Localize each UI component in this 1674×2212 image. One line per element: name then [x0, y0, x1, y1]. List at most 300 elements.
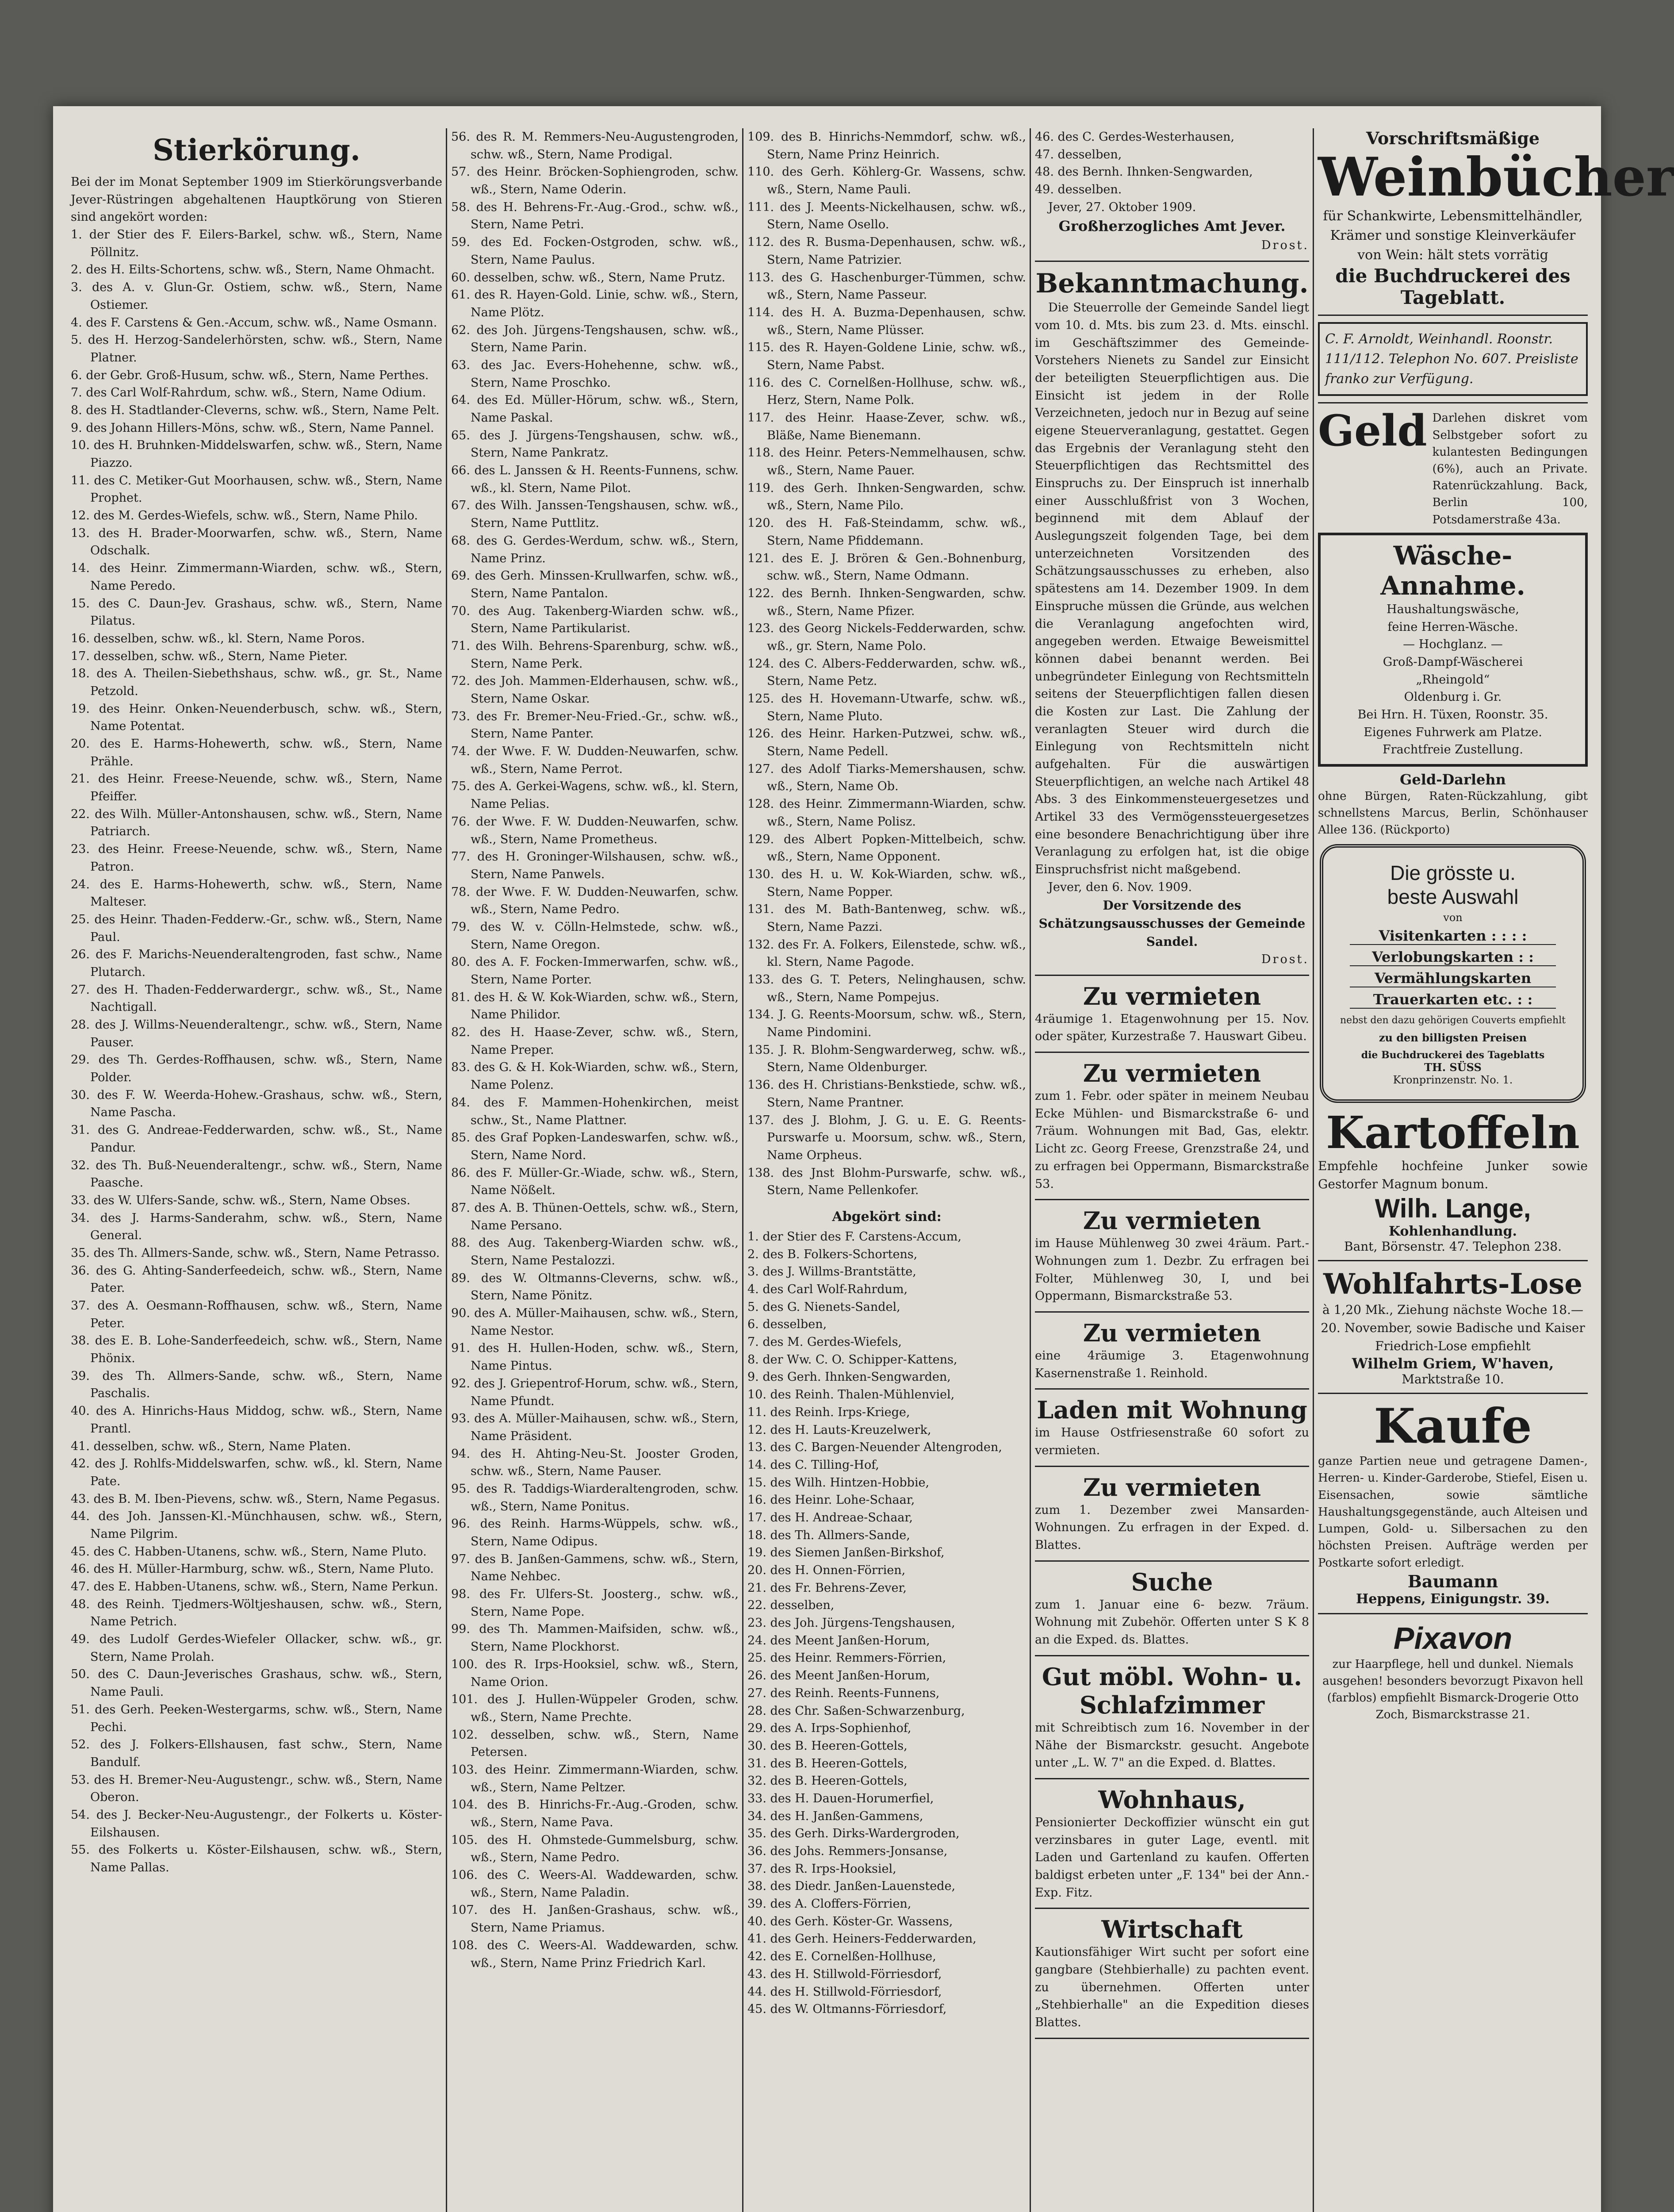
list-entry: 39. des Th. Allmers-Sande, schw. wß., Stern, Name Paschalis. [71, 1369, 442, 1401]
ad-headline: Laden mit Wohnung [1037, 1396, 1307, 1425]
divider [1035, 2038, 1309, 2039]
list-entry: 42. des E. Cornelßen-Hollhuse, [747, 1950, 936, 1964]
ad-line: Bei Hrn. H. Tüxen, Roonstr. 35. [1357, 707, 1548, 722]
list-entry: 13. des C. Bargen-Neuender Altengroden, [747, 1440, 1002, 1455]
list-entry: 107. des H. Janßen-Grashaus, schw. wß., Stern, Name Priamus. [451, 1903, 739, 1935]
divider [1035, 1560, 1309, 1562]
list-entry: 116. des C. Cornelßen-Hollhuse, schw. wß., Herz, Stern, Name Polk. [747, 376, 1026, 407]
classified-ad [1035, 1473, 1309, 1562]
list-entry: 46. des C. Gerdes-Westerhausen, [1035, 130, 1235, 144]
subsection-title: Abgekört sind: [832, 1209, 942, 1225]
list-entry: 17. des H. Andreae-Schaar, [747, 1510, 913, 1525]
list-entry: 126. des Heinr. Harken-Putzwei, schw. wß., Stern, Name Pedell. [747, 727, 1026, 759]
list-entry: 40. des Gerh. Köster-Gr. Wassens, [747, 1914, 953, 1928]
list-entry: 123. des Georg Nickels-Fedderwarden, schw. wß., gr. Stern, Name Polo. [747, 622, 1026, 653]
list-entry: 113. des G. Haschenburger-Tümmen, schw. wß., Stern, Name Passeur. [747, 270, 1026, 302]
column-rule [1313, 128, 1314, 2212]
list-entry: 132. des Fr. A. Folkers, Eilenstede, schw. wß., kl. Stern, Name Pagode. [747, 937, 1026, 969]
list-entry: 73. des Fr. Bremer-Neu-Fried.-Gr., schw. wß., Stern, Name Panter. [451, 709, 739, 741]
list-entry: 98. des Fr. Ulfers-St. Joosterg., schw. wß., Stern, Name Pope. [451, 1587, 739, 1619]
ad-headline: Pixavon [1393, 1621, 1513, 1655]
list-entry: 37. des R. Irps-Hooksiel, [747, 1862, 896, 1876]
ad-text: im Hause Mühlenweg 30 zwei 4räum. Part.-Wohnungen zum 1. Dezbr. Zu erfragen bei Folter, Mühlenweg 30, I, und bei Oppermann, Bismarckstraße 53. [1035, 1237, 1309, 1303]
ad-text: zu den billigsten Preisen [1379, 1031, 1527, 1044]
list-entry: 28. des J. Willms-Neuenderaltengr., schw. wß., Stern, Name Pauser. [71, 1018, 442, 1049]
list-entry: 69. des Gerh. Minssen-Krullwarfen, schw. wß., Stern, Name Pantalon. [451, 569, 739, 600]
list-entry: 135. J. R. Blohm-Sengwarderweg, schw. wß., Stern, Name Oldenburger. [747, 1043, 1026, 1075]
list-entry: 1. der Stier des F. Carstens-Accum, [747, 1229, 961, 1244]
ad-line: — Hochglanz. — [1403, 637, 1503, 652]
column-rule [742, 128, 743, 2212]
classified-ads [1035, 982, 1309, 2039]
ad-text: Pensionierter Deckoffizier wünscht ein gut verzinsbares in guter Lage, eventl. mit Laden und Gartenland zu kaufen. Offerten baldigst erbeten unter „F. 134" bei der Ann.-Exp. Fitz. [1035, 1815, 1309, 1900]
list-entry: 120. des H. Faß-Steindamm, schw. wß., Stern, Name Pfiddemann. [747, 516, 1026, 548]
ad-title: Die grösste u. [1390, 861, 1516, 884]
ad-text: à 1,20 Mk., Ziehung nächste Woche 18.—20. November, sowie Badische und Kaiser Friedrich-Lose empfiehlt [1321, 1302, 1585, 1354]
list-entry: 18. des Th. Allmers-Sande, [747, 1528, 910, 1542]
notice-text: Die Steuerrolle der Gemeinde Sandel liegt vom 10. d. Mts. bis zum 23. d. Mts. einschl. im Geschäftszimmer des Gemeinde-Vorstehers Nienets zu Sandel zur Einsicht der beteiligten Steuerpflichtigen aus. Die Einsicht ist jedem in der Rolle Verzeichneten, jedoch nur in Bezug auf seine eigene Steuerveranlagung, gestattet. Gegen das Ergebnis der Veranlagung steht den Steuerpflichtigen das Rechtsmittel des Einspruchs zu. Der Einspruch ist innerhalb einer Ausschlußfrist von 3 Wochen, beginnend mit dem Ablauf der Auslegungszeit folgenden Tage, bei dem unterzeichneten Vorsitzenden des Schätzungsausschusses zu erheben, also spätestens am 14. Dezember 1909. In dem Einspruche müssen die Gründe, aus welchen die Veranlagung angefochten wird, angegeben werden. Etwaige Beweismittel können dabei benannt werden. Bei unbegründeter Einlegung von Rechtsmitteln seitens der Steuerpflichtigen fallen diesen die Kosten zur Last. Die Zahlung der veranlagten Steuer wird durch die Einlegung von Rechtsmitteln nicht aufgehalten. Für die auswärtigen Steuerpflichtigen, an welche nach Artikel 48 Abs. 3 des Einkommensteuergesetzes und Artikel 33 des Vermögenssteuergesetzes eine besondere Benachrichtigung über ihre Veranlagung zu erfolgen hat, ist die obige Einspruchsfrist nicht maßgebend. [1035, 301, 1309, 877]
list-entry: 94. des H. Ahting-Neu-St. Jooster Groden, schw. wß., Stern, Name Pauser. [451, 1447, 739, 1479]
list-entry: 13. des H. Brader-Moorwarfen, schw. wß., Stern, Name Odschalk. [71, 526, 442, 558]
classified-ad [1035, 1206, 1309, 1313]
list-entry: 60. desselben, schw. wß., Stern, Name Prutz. [451, 270, 726, 284]
ad-footer: die Buchdruckerei des Tageblatt. [1335, 265, 1571, 309]
ad-text: ganze Partien neue und getragene Damen-, Herren- u. Kinder-Garderobe, Stiefel, Eisen u. Eisensachen, sowie sämtliche Haushaltungsgegenstände, auch Alteisen und Lumpen, Gold- u. Silbersachen zu den höchsten Preisen. Aufträge werden per Postkarte sofort erledigt. [1318, 1455, 1588, 1570]
list-entry: 110. des Gerh. Köhlerg-Gr. Wassens, schw. wß., Stern, Name Pauli. [747, 165, 1026, 197]
list-entry: 10. des Reinh. Thalen-Mühlenviel, [747, 1388, 955, 1402]
list-entry: 32. des B. Heeren-Gottels, [747, 1774, 908, 1788]
list-entry: 32. des Th. Buß-Neuenderaltengr., schw. wß., Stern, Name Paasche. [71, 1158, 442, 1190]
list-entry: 44. des H. Stillwold-Förriesdorf, [747, 1985, 942, 1999]
ad-text: Kohlenhandlung. [1388, 1223, 1517, 1239]
classified-ad [1035, 1568, 1309, 1656]
ad-line: Eigenes Fuhrwerk am Platze. [1364, 725, 1542, 739]
ad-headline: Wohlfahrts-Lose [1323, 1267, 1583, 1301]
list-entry: 24. des Meent Janßen-Horum, [747, 1633, 930, 1647]
list-entry: 40. des A. Hinrichs-Haus Middog, schw. wß., Stern, Name Prantl. [71, 1404, 442, 1436]
divider [1035, 975, 1309, 976]
list-entry: 68. des G. Gerdes-Werdum, schw. wß., Stern, Name Prinz. [451, 534, 739, 565]
list-entry: 25. des Heinr. Remmers-Förrien, [747, 1651, 946, 1665]
list-entry: 3. des J. Willms-Brantstätte, [747, 1265, 916, 1279]
signature: Drost. [1261, 952, 1309, 966]
ad-headline: Geld-Darlehn [1400, 771, 1506, 788]
list-entry: 115. des R. Hayen-Goldene Linie, schw. wß., Stern, Name Pabst. [747, 341, 1026, 372]
list-entry: 19. des Heinr. Onken-Neuenderbusch, schw. wß., Stern, Name Potentat. [71, 702, 442, 733]
ad-name: Baumann [1407, 1571, 1498, 1591]
divider [1035, 1311, 1309, 1313]
ad-text: Marktstraße 10. [1402, 1372, 1504, 1387]
list-entry: 111. des J. Meents-Nickelhausen, schw. wß., Stern, Name Osello. [747, 200, 1026, 232]
stationery-item: Visitenkarten : : : : [1350, 927, 1556, 945]
column-1 [71, 128, 442, 2212]
list-entry: 30. des F. W. Weerda-Hohew.-Grashaus, schw. wß., Stern, Name Pascha. [71, 1088, 442, 1120]
classified-ad [1035, 1319, 1309, 1390]
list-entry: 99. des Th. Mammen-Maifsiden, schw. wß., Stern, Name Plockhorst. [451, 1622, 739, 1654]
stationery-item: Verlobungskarten : : [1350, 949, 1556, 966]
list-entry: 125. des H. Hovemann-Utwarfe, schw. wß., Stern, Name Pluto. [747, 692, 1026, 723]
list-entry: 20. des E. Harms-Hohewerth, schw. wß., Stern, Name Prähle. [71, 737, 442, 768]
list-entry: 27. des Reinh. Reents-Funnens, [747, 1686, 940, 1700]
ad-headline: Geld [1318, 406, 1427, 456]
list-entry: 27. des H. Thaden-Fedderwardergr., schw. wß., St., Name Nachtigall. [71, 983, 442, 1014]
ad-headline: Kartoffeln [1326, 1106, 1580, 1159]
classified-ad [1035, 1663, 1309, 1779]
list-entry: 42. des J. Rohlfs-Middelswarfen, schw. wß., kl. Stern, Name Pate. [71, 1457, 442, 1488]
list-entry: 35. des Gerh. Dirks-Wardergroden, [747, 1827, 960, 1841]
list-entry: 7. des Carl Wolf-Rahrdum, schw. wß., Stern, Name Odium. [71, 386, 426, 400]
list-entry: 75. des A. Gerkei-Wagens, schw. wß., kl. Stern, Name Pelias. [451, 780, 739, 811]
list-entry: 30. des B. Heeren-Gottels, [747, 1739, 908, 1753]
list-entry: 49. desselben. [1035, 183, 1122, 197]
column-4 [1035, 128, 1309, 2212]
list-entry: 71. des Wilh. Behrens-Sparenburg, schw. wß., Stern, Name Perk. [451, 639, 739, 671]
list-entry: 97. des B. Janßen-Gammens, schw. wß., Stern, Name Nehbec. [451, 1552, 739, 1584]
list-entry: 21. des Heinr. Freese-Neuende, schw. wß., Stern, Name Pfeiffer. [71, 772, 442, 804]
list-entry: 23. des Heinr. Freese-Neuende, schw. wß., Stern, Name Patron. [71, 842, 442, 874]
column-rule [446, 128, 447, 2212]
list-entry: 34. des H. Janßen-Gammens, [747, 1809, 923, 1823]
list-entry: 83. des G. & H. Kok-Wiarden, schw. wß., Stern, Name Polenz. [451, 1060, 739, 1092]
article-intro: Bei der im Monat September 1909 im Stierkörungsverbande Jever-Rüstringen abgehaltenen Hauptkörung von Stieren sind angekört worden: [71, 175, 442, 224]
list-entry: 61. des R. Hayen-Gold. Linie, schw. wß., Stern, Name Plötz. [451, 288, 739, 319]
list-entry: 52. des J. Folkers-Ellshausen, fast schw., Stern, Name Bandulf. [71, 1738, 442, 1769]
list-entry: 109. des B. Hinrichs-Nemmdorf, schw. wß., Stern, Name Prinz Heinrich. [747, 130, 1026, 161]
dateline: Jever, 27. Oktober 1909. [1048, 200, 1196, 214]
list-entry: 74. der Wwe. F. W. Dudden-Neuwarfen, schw. wß., Stern, Name Perrot. [451, 745, 739, 776]
list-entry: 4. des F. Carstens & Gen.-Accum, schw. wß., Name Osmann. [71, 315, 437, 330]
list-entry: 4. des Carl Wolf-Rahrdum, [747, 1283, 908, 1296]
list-entry: 12. des H. Lauts-Kreuzelwerk, [747, 1423, 931, 1437]
ad-line: Haushaltungswäsche, [1387, 602, 1519, 616]
ad-headline: Wäsche-Annahme. [1380, 540, 1525, 601]
ad-text: eine 4räumige 3. Etagenwohnung Kasernenstraße 1. Reinhold. [1035, 1348, 1309, 1380]
list-entry: 133. des G. T. Peters, Nelinghausen, schw. wß., Stern, Name Pompejus. [747, 973, 1026, 1004]
list-entry: 84. des F. Mammen-Hohenkirchen, meist schw., St., Name Plattner. [451, 1095, 739, 1127]
dateline: Jever, den 6. Nov. 1909. [1048, 880, 1192, 894]
list-entry: 100. des R. Irps-Hooksiel, schw. wß., Stern, Name Orion. [451, 1657, 739, 1689]
divider [1318, 1260, 1588, 1261]
list-entry: 79. des W. v. Cölln-Helmstede, schw. wß., Stern, Name Oregon. [451, 920, 739, 952]
list-entry: 47. des E. Habben-Utanens, schw. wß., Stern, Name Perkun. [71, 1580, 438, 1594]
list-entry: 70. des Aug. Takenberg-Wiarden schw. wß., Stern, Name Partikularist. [451, 604, 739, 636]
list-entry: 48. des Bernh. Ihnken-Sengwarden, [1035, 165, 1253, 179]
ad-text: TH. SÜSS [1424, 1060, 1482, 1074]
list-entry: 119. des Gerh. Ihnken-Sengwarden, schw. wß., Stern, Name Pilo. [747, 481, 1026, 513]
ad-line: „Rheingold“ [1416, 672, 1490, 687]
list-entry: 95. des R. Taddigs-Wiarderaltengroden, schw. wß., Stern, Name Ponitus. [451, 1482, 739, 1513]
list-entry: 31. des B. Heeren-Gottels, [747, 1756, 908, 1770]
list-entry: 36. des G. Ahting-Sanderfeedeich, schw. wß., Stern, Name Pater. [71, 1263, 442, 1295]
ad-text: zum 1. Januar eine 6- bezw. 7räum. Wohnung mit Zubehör. Offerten unter S K 8 an die Exped. ds. Blattes. [1035, 1598, 1309, 1647]
list-entry: 14. des Heinr. Zimmermann-Wiarden, schw. wß., Stern, Name Peredo. [71, 561, 442, 593]
signature: Drost. [1261, 238, 1309, 253]
entry-list [451, 128, 739, 1972]
list-entry: 64. des Ed. Müller-Hörum, schw. wß., Stern, Name Paskal. [451, 393, 739, 425]
ad-text: Kronprinzenstr. No. 1. [1393, 1073, 1513, 1086]
list-entry: 15. des C. Daun-Jev. Grashaus, schw. wß., Stern, Name Pilatus. [71, 596, 442, 628]
divider [1318, 1613, 1588, 1614]
classified-ad [1035, 1915, 1309, 2039]
list-entry: 88. des Aug. Takenberg-Wiarden schw. wß., Stern, Name Pestalozzi. [451, 1236, 739, 1267]
list-entry: 91. des H. Hullen-Hoden, schw. wß., Stern, Name Pintus. [451, 1341, 739, 1373]
entry-list [747, 128, 1026, 1199]
list-entry: 29. des A. Irps-Sophienhof, [747, 1721, 912, 1736]
office-name: Großherzogliches Amt Jever. [1058, 218, 1286, 235]
list-entry: 41. des Gerh. Heiners-Fedderwarden, [747, 1932, 977, 1946]
list-entry: 76. der Wwe. F. W. Dudden-Neuwarfen, schw. wß., Stern, Name Prometheus. [451, 814, 739, 846]
list-entry: 43. des H. Stillwold-Förriesdorf, [747, 1967, 942, 1981]
entry-list [71, 226, 442, 1877]
classified-ad [1035, 1396, 1309, 1467]
list-entry: 89. des W. Oltmanns-Cleverns, schw. wß., Stern, Name Pönitz. [451, 1271, 739, 1303]
list-entry: 5. des H. Herzog-Sandelerhörsten, schw. wß., Stern, Name Platner. [71, 333, 442, 365]
list-entry: 65. des J. Jürgens-Tengshausen, schw. wß., Stern, Name Pankratz. [451, 428, 739, 460]
list-entry: 31. des G. Andreae-Fedderwarden, schw. wß., St., Name Pandur. [71, 1123, 442, 1155]
list-entry: 121. des E. J. Brören & Gen.-Bohnenburg, schw. wß., Stern, Name Odmann. [747, 551, 1026, 583]
ad-text: zur Haarpflege, hell und dunkel. Niemals ausgehen! besonders bevorzugt Pixavon hell (farblos) empfiehlt Bismarck-Drogerie Otto Zoch, Bismarckstrasse 21. [1322, 1657, 1583, 1722]
list-entry: 11. des Reinh. Irps-Kriege, [747, 1405, 910, 1419]
list-entry: 58. des H. Behrens-Fr.-Aug.-Grod., schw. wß., Stern, Name Petri. [451, 200, 739, 232]
list-entry: 137. des J. Blohm, J. G. u. E. G. Reents-Purswarfe u. Moorsum, schw. wß., Stern, Name Orpheus. [747, 1113, 1026, 1162]
list-entry: 48. des Reinh. Tjedmers-Wöltjeshausen, schw. wß., Stern, Name Petrich. [71, 1597, 442, 1629]
list-entry: 134. J. G. Reents-Moorsum, schw. wß., Stern, Name Pindomini. [747, 1008, 1026, 1040]
ad-headline: Kaufe [1374, 1398, 1532, 1455]
ad-line: feine Herren-Wäsche. [1387, 620, 1518, 634]
list-entry: 25. des Heinr. Thaden-Fedderw.-Gr., schw. wß., Stern, Name Paul. [71, 912, 442, 944]
list-entry: 43. des B. M. Iben-Pievens, schw. wß., Stern, Name Pegasus. [71, 1492, 440, 1506]
list-entry: 102. desselben, schw. wß., Stern, Name Petersen. [451, 1728, 739, 1759]
committee-name: Der Vorsitzende des Schätzungsausschusses der Gemeinde Sandel. [1038, 898, 1306, 949]
list-entry: 106. des C. Weers-Al. Waddewarden, schw. wß., Stern, Name Paladin. [451, 1868, 739, 1900]
list-entry: 26. des Meent Janßen-Horum, [747, 1669, 930, 1683]
column-5 [1318, 128, 1674, 2212]
divider [1035, 1655, 1309, 1656]
ad-name: Wilhelm Griem, W'haven, [1352, 1355, 1554, 1372]
list-entry: 86. des F. Müller-Gr.-Wiade, schw. wß., Stern, Name Nößelt. [451, 1166, 739, 1198]
list-entry: 108. des C. Weers-Al. Waddewarden, schw. wß., Stern, Name Prinz Friedrich Karl. [451, 1938, 739, 1970]
ad-text: Empfehle hochfeine Junker sowie Gestorfer Magnum bonum. [1318, 1158, 1588, 1191]
divider [1035, 261, 1309, 262]
ad-items [1332, 927, 1574, 1009]
ad-headline: Zu vermieten [1083, 1059, 1261, 1088]
stationery-item: Trauerkarten etc. : : [1350, 991, 1556, 1009]
ad-headline: Gut möbl. Wohn- u. Schlafzimmer [1042, 1662, 1302, 1719]
list-entry: 66. des L. Janssen & H. Reents-Funnens, schw. wß., kl. Stern, Name Pilot. [451, 464, 739, 495]
subsection-list [747, 1228, 1026, 2018]
ad-text: Kautionsfähiger Wirt sucht per sofort eine gangbare (Stehbierhalle) zu pachten event. zu übernehmen. Offerten unter „Stehbierhalle" an die Expedition dieses Blattes. [1035, 1945, 1309, 2030]
divider [1035, 1388, 1309, 1390]
ad-text: die Buchdruckerei des Tageblatts [1361, 1049, 1545, 1061]
notice-title: Bekanntmachung. [1035, 268, 1309, 300]
list-entry: 131. des M. Bath-Bantenweg, schw. wß., Stern, Name Pazzi. [747, 902, 1026, 934]
list-entry: 77. des H. Groninger-Wilshausen, schw. wß., Stern, Name Panwels. [451, 850, 739, 881]
list-entry: 130. des H. u. W. Kok-Wiarden, schw. wß., Stern, Name Popper. [747, 867, 1026, 899]
list-entry: 22. des Wilh. Müller-Antonshausen, schw. wß., Stern, Name Patriarch. [71, 807, 442, 839]
column-3 [747, 128, 1026, 2212]
list-entry: 38. des E. B. Lohe-Sanderfeedeich, schw. wß., Stern, Name Phönix. [71, 1334, 442, 1366]
ad-text: Bant, Börsenstr. 47. Telephon 238. [1344, 1239, 1562, 1254]
list-entry: 50. des C. Daun-Jeverisches Grashaus, schw. wß., Stern, Name Pauli. [71, 1667, 442, 1699]
list-entry: 93. des A. Müller-Maihausen, schw. wß., Stern, Name Präsident. [451, 1412, 739, 1443]
list-entry: 62. des Joh. Jürgens-Tengshausen, schw. wß., Stern, Name Parin. [451, 323, 739, 355]
ad-text: von [1443, 911, 1463, 924]
list-entry: 26. des F. Marichs-Neuenderaltengroden, fast schw., Name Plutarch. [71, 948, 442, 979]
list-entry: 2. des H. Eilts-Schortens, schw. wß., Stern, Name Ohmacht. [71, 263, 435, 277]
list-entry: 16. des Heinr. Lohe-Schaar, [747, 1493, 915, 1507]
list-entry: 29. des Th. Gerdes-Roffhausen, schw. wß., Stern, Name Polder. [71, 1053, 442, 1085]
divider [1318, 1393, 1588, 1394]
list-entry: 39. des A. Cloffers-Förrien, [747, 1897, 912, 1911]
list-entry: 11. des C. Metiker-Gut Moorhausen, schw. wß., Stern, Name Prophet. [71, 473, 442, 505]
divider [1035, 1778, 1309, 1779]
list-entry: 45. des C. Habben-Utanens, schw. wß., Stern, Name Pluto. [71, 1544, 427, 1559]
list-entry: 72. des Joh. Mammen-Elderhausen, schw. wß., Stern, Name Oskar. [451, 674, 739, 706]
list-entry: 46. des H. Müller-Harmburg, schw. wß., Stern, Name Pluto. [71, 1562, 434, 1576]
divider [1035, 1908, 1309, 1909]
ad-kicker: Vorschriftsmäßige [1366, 128, 1540, 148]
list-entry: 90. des A. Müller-Maihausen, schw. wß., Stern, Name Nestor. [451, 1306, 739, 1338]
divider [1318, 402, 1588, 403]
list-entry: 101. des J. Hullen-Wüppeler Groden, schw. wß., Stern, Name Prechte. [451, 1693, 739, 1724]
column-rule [1030, 128, 1031, 2212]
list-entry: 81. des H. & W. Kok-Wiarden, schw. wß., Stern, Name Philidor. [451, 990, 739, 1022]
list-entry: 54. des J. Becker-Neu-Augustengr., der Folkerts u. Köster-Eilshausen. [71, 1808, 442, 1839]
list-entry: 56. des R. M. Remmers-Neu-Augustengroden, schw. wß., Stern, Name Prodigal. [451, 130, 739, 161]
list-entry: 5. des G. Nienets-Sandel, [747, 1300, 900, 1314]
list-entry: 136. des H. Christians-Benkstiede, schw. wß., Stern, Name Prantner. [747, 1078, 1026, 1110]
ad-headline: Zu vermieten [1083, 1318, 1261, 1347]
list-entry: 124. des C. Albers-Fedderwarden, schw. wß., Stern, Name Petz. [747, 657, 1026, 688]
list-entry: 44. des Joh. Janssen-Kl.-Münchhausen, schw. wß., Stern, Name Pilgrim. [71, 1509, 442, 1541]
ad-headline: Wohnhaus, [1098, 1785, 1246, 1814]
list-entry: 1. der Stier des F. Eilers-Barkel, schw. wß., Stern, Name Pöllnitz. [71, 228, 442, 259]
list-entry: 41. desselben, schw. wß., Stern, Name Platen. [71, 1439, 351, 1453]
list-entry: 63. des Jac. Evers-Hohehenne, schw. wß., Stern, Name Proschko. [451, 358, 739, 390]
list-entry: 33. des H. Dauen-Horumerfiel, [747, 1791, 934, 1805]
ad-text: zum 1. Dezember zwei Mansarden-Wohnungen. Zu erfragen in der Exped. d. Blattes. [1035, 1503, 1309, 1552]
list-entry: 57. des Heinr. Bröcken-Sophiengroden, schw. wß., Stern, Name Oderin. [451, 165, 739, 197]
ad-line: Oldenburg i. Gr. [1404, 690, 1502, 704]
list-entry: 117. des Heinr. Haase-Zever, schw. wß., Bläße, Name Bienemann. [747, 411, 1026, 442]
list-entry: 23. des Joh. Jürgens-Tengshausen, [747, 1616, 955, 1630]
ad-headline: Zu vermieten [1083, 982, 1261, 1010]
list-entry: 28. des Chr. Saßen-Schwarzenburg, [747, 1704, 965, 1718]
ad-text: Heppens, Einigungstr. 39. [1356, 1591, 1550, 1607]
list-entry: 114. des H. A. Buzma-Depenhausen, schw. wß., Stern, Name Plüsser. [747, 305, 1026, 337]
ad-text: nebst den dazu gehörigen Couverts empfiehlt [1340, 1014, 1566, 1026]
list-entry: 7. des M. Gerdes-Wiefels, [747, 1335, 902, 1349]
list-entry: 37. des A. Oesmann-Roffhausen, schw. wß., Stern, Name Peter. [71, 1299, 442, 1330]
list-entry: 112. des R. Busma-Depenhausen, schw. wß., Stern, Name Patrizier. [747, 235, 1026, 267]
list-entry: 6. desselben, [747, 1317, 827, 1332]
list-entry: 138. des Jnst Blohm-Purswarfe, schw. wß., Stern, Name Pellenkofer. [747, 1166, 1026, 1198]
list-entry: 92. des J. Griepentrof-Horum, schw. wß., Stern, Name Pfundt. [451, 1376, 739, 1408]
ad-line: Groß-Dampf-Wäscherei [1383, 655, 1523, 669]
ad-line: Frachtfreie Zustellung. [1383, 743, 1523, 757]
list-entry: 80. des A. F. Focken-Immerwarfen, schw. wß., Stern, Name Porter. [451, 955, 739, 987]
list-entry: 128. des Heinr. Zimmermann-Wiarden, schw. wß., Stern, Name Polisz. [747, 797, 1026, 829]
list-entry: 45. des W. Oltmanns-Förriesdorf, [747, 2002, 947, 2016]
list-entry: 22. desselben, [747, 1598, 835, 1613]
list-entry: 87. des A. B. Thünen-Oettels, schw. wß., Stern, Name Persano. [451, 1201, 739, 1233]
ad-headline: Wirtschaft [1101, 1915, 1243, 1944]
list-entry: 20. des H. Onnen-Förrien, [747, 1563, 906, 1577]
list-entry: 9. des Gerh. Ihnken-Sengwarden, [747, 1370, 951, 1384]
ad-text: im Hause Ostfriesenstraße 60 sofort zu vermieten. [1035, 1426, 1309, 1457]
ad-name: Wilh. Lange, [1375, 1193, 1531, 1223]
list-entry: 3. des A. v. Glun-Gr. Ostiem, schw. wß., Stern, Name Ostiemer. [71, 280, 442, 312]
divider [1035, 1199, 1309, 1200]
list-entry: 127. des Adolf Tiarks-Memershausen, schw. wß., Stern, Name Ob. [747, 762, 1026, 794]
list-entry: 129. des Albert Popken-Mittelbeich, schw. wß., Stern, Name Opponent. [747, 832, 1026, 864]
list-entry: 33. des W. Ulfers-Sande, schw. wß., Stern, Name Obses. [71, 1193, 410, 1207]
list-entry: 8. der Ww. C. O. Schipper-Kattens, [747, 1352, 958, 1367]
ad-text: für Schankwirte, Lebensmittelhändler, Krämer und sonstige Kleinverkäufer von Wein: hält stets vorrätig [1323, 208, 1583, 263]
classified-ad [1035, 1059, 1309, 1200]
ad-headline: Zu vermieten [1083, 1473, 1261, 1502]
divider [1035, 1052, 1309, 1053]
list-entry: 67. des Wilh. Janssen-Tengshausen, schw. wß., Stern, Name Puttlitz. [451, 499, 739, 530]
classified-ad [1035, 982, 1309, 1053]
list-entry: 9. des Johann Hillers-Möns, schw. wß., Stern, Name Pannel. [71, 421, 434, 435]
ad-text: mit Schreibtisch zum 16. November in der Nähe der Bismarckstr. gesucht. Angebote unter „L. W. 7" an die Exped. d. Blattes. [1035, 1720, 1309, 1770]
ad-headline: Suche [1131, 1567, 1213, 1596]
list-entry: 24. des E. Harms-Hohewerth, schw. wß., Stern, Name Malteser. [71, 877, 442, 909]
script-ad: C. F. Arnoldt, Weinhandl. Roonstr. 111/112. Telephon No. 607. Preisliste franko zur Verfügung. [1318, 322, 1588, 396]
list-entry: 36. des Johs. Remmers-Jonsanse, [747, 1844, 948, 1858]
list-entry: 53. des H. Bremer-Neu-Augustengr., schw. wß., Stern, Name Oberon. [71, 1773, 442, 1805]
entry-list-end [1035, 128, 1309, 199]
list-entry: 18. des A. Theilen-Siebethshaus, schw. wß., gr. St., Name Petzold. [71, 667, 442, 698]
list-entry: 6. der Gebr. Groß-Husum, schw. wß., Stern, Name Perthes. [71, 368, 429, 382]
ad-text: 4räumige 1. Etagenwohnung per 15. Nov. oder später, Kurzestraße 7. Hauswart Gibeu. [1035, 1012, 1309, 1044]
article-title: Stierkörung. [153, 133, 360, 167]
list-entry: 105. des H. Ohmstede-Gummelsburg, schw. wß., Stern, Name Pedro. [451, 1833, 739, 1865]
list-entry: 103. des Heinr. Zimmermann-Wiarden, schw. wß., Stern, Name Peltzer. [451, 1763, 739, 1794]
ad-title: beste Auswahl [1387, 885, 1519, 908]
list-entry: 59. des Ed. Focken-Ostgroden, schw. wß., Stern, Name Paulus. [451, 235, 739, 267]
list-entry: 51. des Gerh. Peeken-Westergarms, schw. wß., Stern, Name Pechi. [71, 1702, 442, 1734]
list-entry: 10. des H. Bruhnken-Middelswarfen, schw. wß., Stern, Name Piazzo. [71, 438, 442, 470]
list-entry: 21. des Fr. Behrens-Zever, [747, 1581, 907, 1595]
laundry-ad [1318, 533, 1588, 767]
ad-text: ohne Bürgen, Raten-Rückzahlung, gibt schnellstens Marcus, Berlin, Schönhauser Allee 136. (Rückporto) [1318, 790, 1588, 837]
list-entry: 8. des H. Stadtlander-Cleverns, schw. wß., Stern, Name Pelt. [71, 403, 440, 417]
list-entry: 78. der Wwe. F. W. Dudden-Neuwarfen, schw. wß., Stern, Name Pedro. [451, 885, 739, 917]
list-entry: 12. des M. Gerdes-Wiefels, schw. wß., Stern, Name Philo. [71, 509, 418, 523]
list-entry: 49. des Ludolf Gerdes-Wiefeler Ollacker, schw. wß., gr. Stern, Name Prolah. [71, 1632, 442, 1664]
divider [1318, 315, 1588, 316]
list-entry: 104. des B. Hinrichs-Fr.-Aug.-Groden, schw. wß., Stern, Name Pava. [451, 1798, 739, 1829]
classified-ad [1035, 1786, 1309, 1909]
list-entry: 16. desselben, schw. wß., kl. Stern, Name Poros. [71, 631, 365, 645]
list-entry: 82. des H. Haase-Zever, schw. wß., Stern, Name Preper. [451, 1025, 739, 1057]
ad-lines [1326, 601, 1580, 759]
ad-headline: Zu vermieten [1083, 1206, 1261, 1235]
list-entry: 2. des B. Folkers-Schortens, [747, 1247, 918, 1261]
ad-headline: Weinbücher [1318, 146, 1674, 208]
ad-text: zum 1. Febr. oder später in meinem Neubau Ecke Mühlen- und Bismarckstraße 6- und 7räum. Wohnungen mit Bad, Gas, elektr. Licht zc. Georg Freese, Grenzstraße 24, und zu erfragen bei Oppermann, Bismarckstraße 53. [1035, 1089, 1309, 1191]
list-entry: 47. desselben, [1035, 147, 1122, 161]
list-entry: 38. des Diedr. Janßen-Lauenstede, [747, 1879, 956, 1893]
stationery-item: Vermählungskarten [1350, 970, 1556, 987]
list-entry: 35. des Th. Allmers-Sande, schw. wß., Stern, Name Petrasso. [71, 1246, 440, 1260]
list-entry: 85. des Graf Popken-Landeswarfen, schw. wß., Stern, Name Nord. [451, 1131, 739, 1162]
list-entry: 122. des Bernh. Ihnken-Sengwarden, schw. wß., Stern, Name Pfizer. [747, 586, 1026, 618]
list-entry: 118. des Heinr. Peters-Nemmelhausen, schw. wß., Stern, Name Pauer. [747, 446, 1026, 478]
list-entry: 14. des C. Tilling-Hof, [747, 1458, 879, 1472]
